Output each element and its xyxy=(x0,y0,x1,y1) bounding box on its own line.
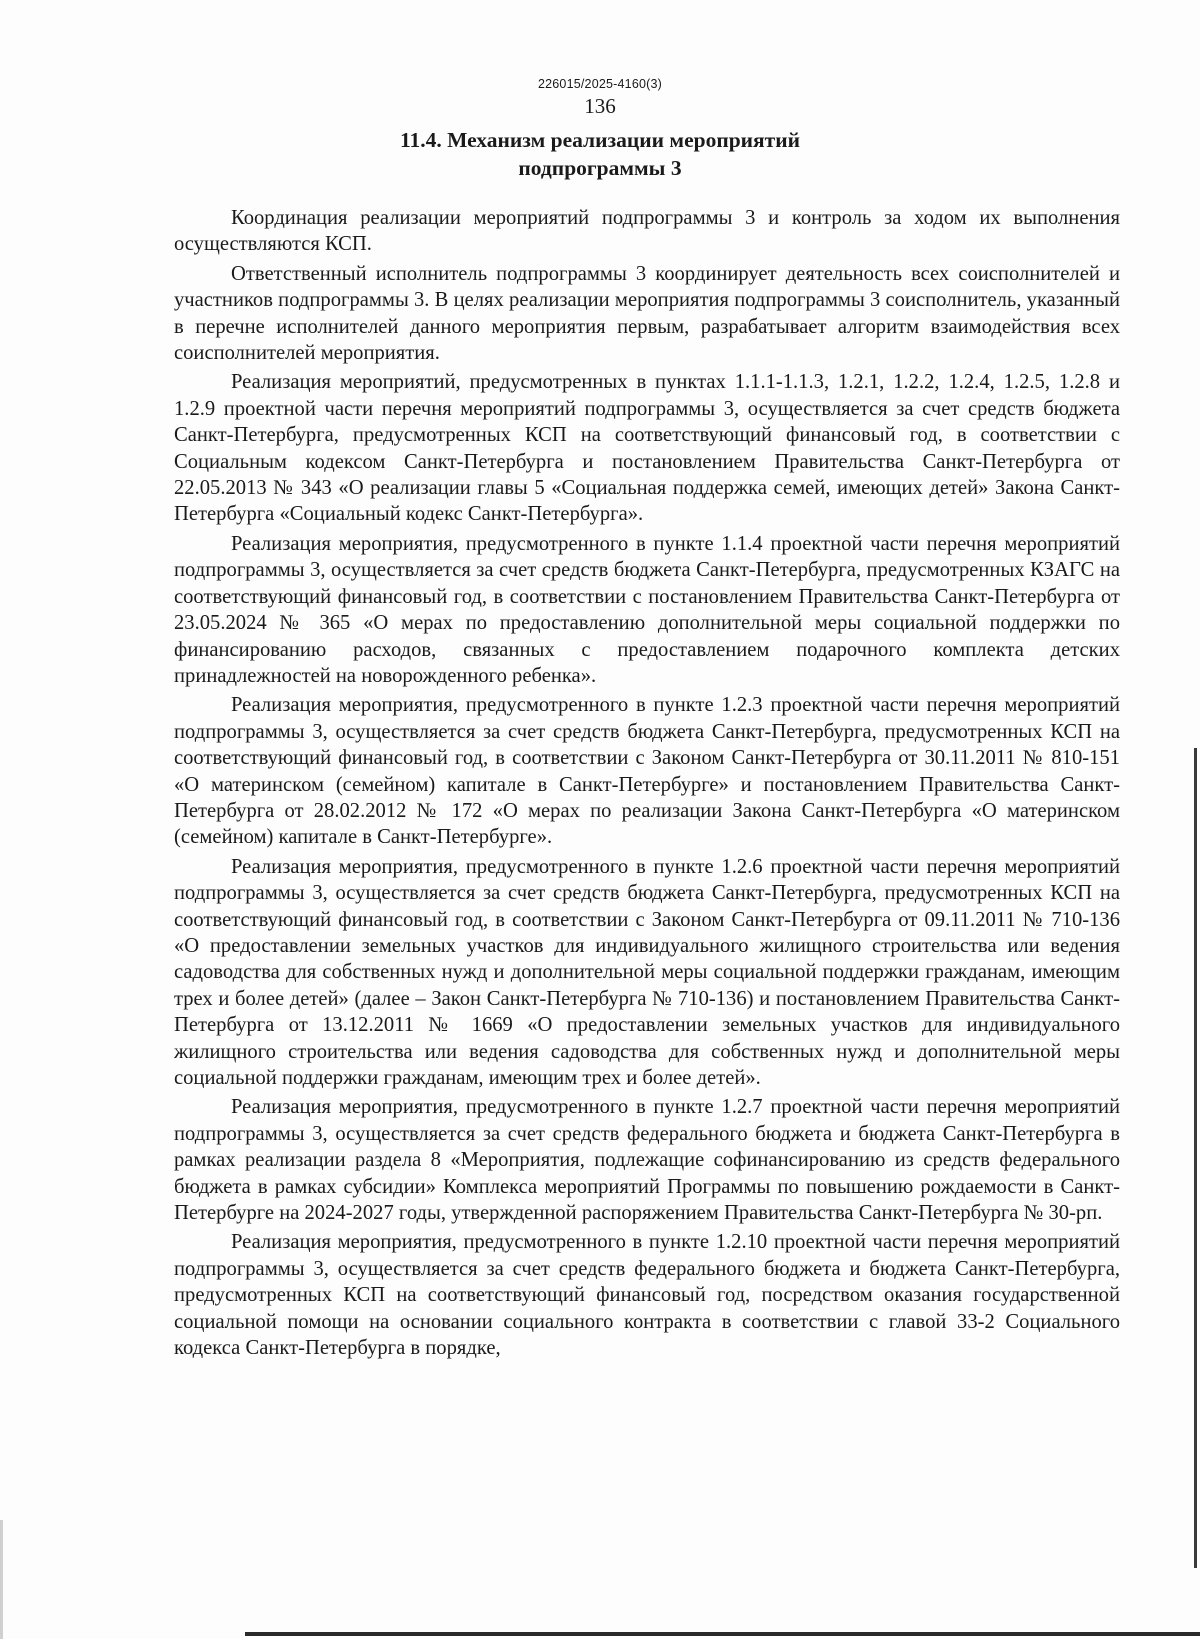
paragraph-social-code-measures: Реализация мероприятий, предусмотренных в пунктах 1.1.1-1.1.3, 1.2.1, 1.2.2, 1.2.4, 1.2.5, 1.2.8 и 1.2.9 проектной части перечня мероприятий подпрограммы 3, осуществляется за счет средств бюджета Санкт-Петербурга, предусмотренных КСП на соответствующий финансовый год, в соответствии с Социальным кодексом Санкт-Петербурга и постановлением Правительства Санкт-Петербурга от 22.05.2013 № 343 «О реализации главы 5 «Социальная поддержка семей, имеющих детей» Закона Санкт-Петербурга «Социальный кодекс Санкт-Петербурга». xyxy=(174,371,1120,526)
scan-edge-left xyxy=(0,1520,3,1639)
paragraph-responsible-executor: Ответственный исполнитель подпрограммы 3 координирует деятельность всех соисполнителей и участников подпрограммы 3. В целях реализации мероприятия подпрограммы 3 соисполнитель, указанный в перечне исполнителей данного мероприятия первым, разрабатывает алгоритм взаимодействия всех соисполнителей мероприятия. xyxy=(174,262,1120,365)
section-title-line-2: подпрограммы 3 xyxy=(518,156,682,180)
document-registration-number: 226015/2025-4160(3) xyxy=(537,77,663,91)
paragraph-land-plots: Реализация мероприятия, предусмотренного в пункте 1.2.6 проектной части перечня мероприятий подпрограммы 3, осуществляется за счет средств бюджета Санкт-Петербурга, предусмотренных КСП на соответствующий финансовый год, в соответствии с Законом Санкт-Петербурга от 09.11.2011 № 710-136 «О предоставлении земельных участков для индивидуального жилищного строительства или ведения садоводства для собственных нужд и дополнительной меры социальной поддержки гражданам, имеющим трех и более детей» (далее – Закон Санкт-Петербурга № 710-136) и постановлением Правительства Санкт-Петербурга от 13.12.2011 № 1669 «О предоставлении земельных участков для индивидуального жилищного строительства или ведения садоводства для собственных нужд и дополнительной меры социальной поддержки гражданам, имеющим трех и более детей». xyxy=(174,855,1120,1089)
paragraph-maternity-capital: Реализация мероприятия, предусмотренного в пункте 1.2.3 проектной части перечня мероприятий подпрограммы 3, осуществляется за счет средств бюджета Санкт-Петербурга, предусмотренных КСП на соответствующий финансовый год, в соответствии с Законом Санкт-Петербурга от 30.11.2011 № 810-151 «О материнском (семейном) капитале в Санкт-Петербурге» и постановлением Правительства Санкт-Петербурга от 28.02.2012 № 172 «О мерах по реализации Закона Санкт-Петербурга «О материнском (семейном) капитале в Санкт-Петербурге». xyxy=(174,694,1120,849)
section-title-line-1: 11.4. Механизм реализации мероприятий xyxy=(399,128,801,152)
scan-edge-bottom xyxy=(245,1632,1200,1636)
page-number: 136 xyxy=(584,94,616,118)
document-body xyxy=(174,205,1120,1364)
paragraph-coordination: Координация реализации мероприятий подпрограммы 3 и контроль за ходом их выполнения осуществляются КСП. xyxy=(174,207,1120,256)
paragraph-gift-kit-measure: Реализация мероприятия, предусмотренного в пункте 1.1.4 проектной части перечня мероприятий подпрограммы 3, осуществляется за счет средств бюджета Санкт-Петербурга, предусмотренных КЗАГС на соответствующий финансовый год, в соответствии с постановлением Правительства Санкт-Петербурга от 23.05.2024 № 365 «О мерах по предоставлению дополнительной меры социальной поддержки по финансированию расходов, связанных с предоставлением подарочного комплекта детских принадлежностей на новорожденного ребенка». xyxy=(174,532,1120,687)
section-title xyxy=(0,126,1200,182)
scan-edge-right xyxy=(1194,748,1197,1568)
paragraph-federal-cofinancing: Реализация мероприятия, предусмотренного в пункте 1.2.7 проектной части перечня мероприятий подпрограммы 3, осуществляется за счет средств федерального бюджета и бюджета Санкт-Петербурга в рамках реализации раздела 8 «Мероприятия, подлежащие софинансированию из средств федерального бюджета в рамках субсидии» Комплекса мероприятий Программы по повышению рождаемости в Санкт-Петербурге на 2024-2027 годы, утвержденной распоряжением Правительства Санкт-Петербурга № 30-рп. xyxy=(174,1096,1120,1225)
paragraph-social-contract: Реализация мероприятия, предусмотренного в пункте 1.2.10 проектной части перечня мероприятий подпрограммы 3, осуществляется за счет средств федерального бюджета и бюджета Санкт-Петербурга, предусмотренных КСП на соответствующий финансовый год, посредством оказания государственной социальной помощи на основании социального контракта в соответствии с главой 33-2 Социального кодекса Санкт-Петербурга в порядке, xyxy=(174,1231,1120,1360)
